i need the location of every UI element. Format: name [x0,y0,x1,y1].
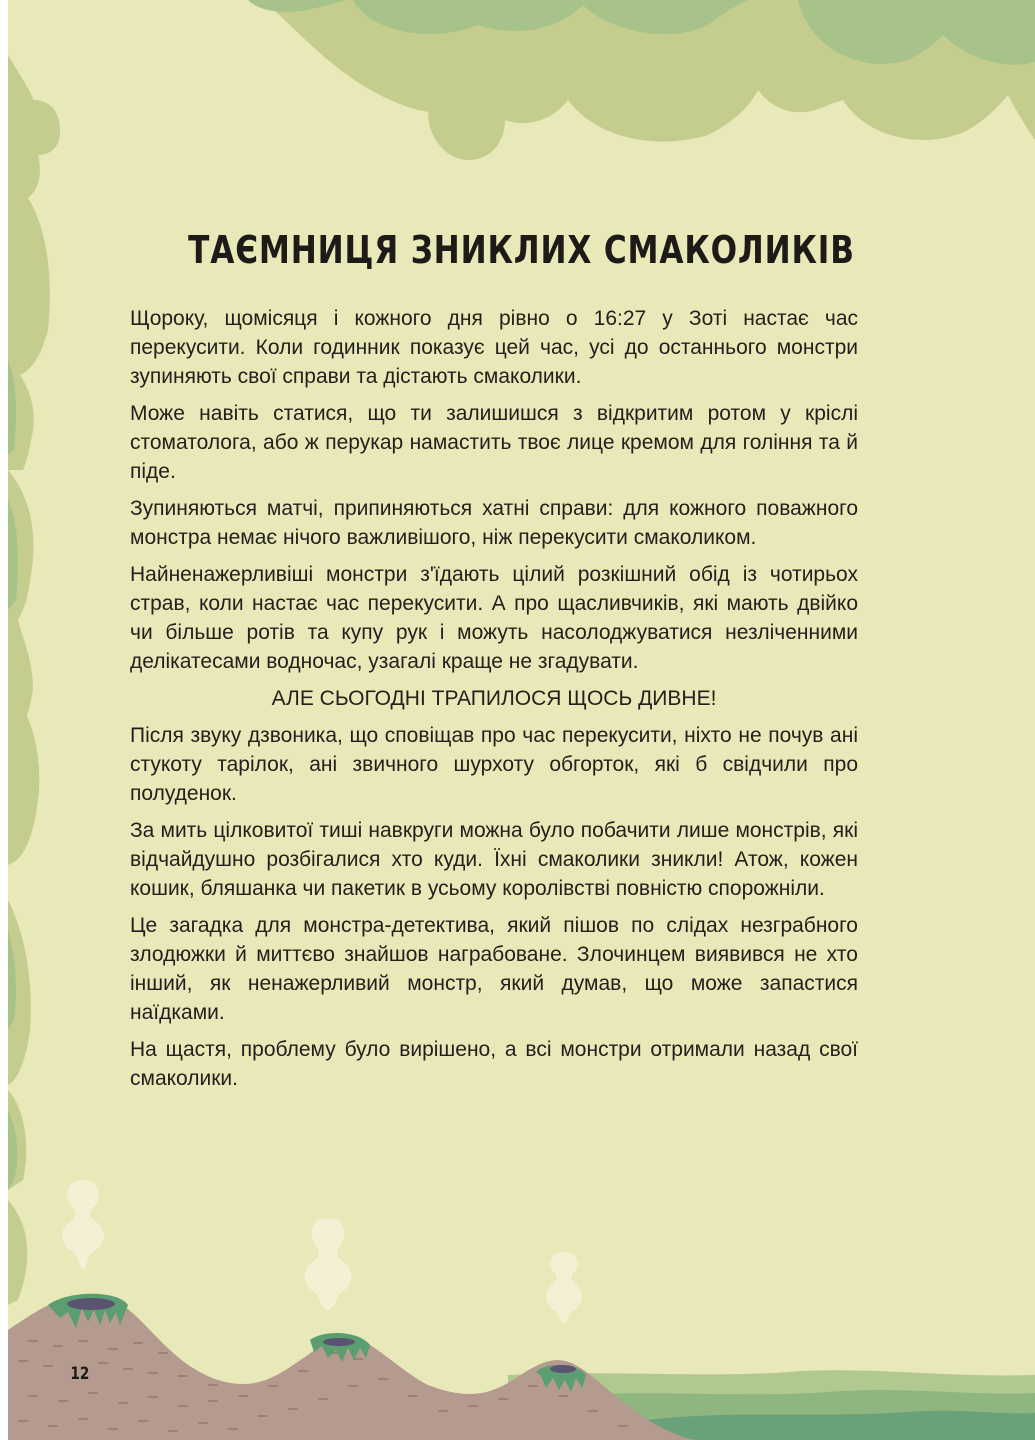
paragraph: Це загадка для монстра-детектива, який пішов по слідах незграбного злодюжки й миттєво знайшов награбоване. Злочинцем виявився не хто інший, як ненажерливий монстр, який думав, що може запастися наїдками. [130,914,858,1024]
paragraph: Щороку, щомісяця і кожного дня рівно о 16:27 у Зоті настає час перекусити. Коли годинник показує цей час, усі до останнього монстри зупиняють свої справи та дістають смаколики. [130,307,858,388]
page-number: 12 [70,1364,90,1384]
paragraph: На щастя, проблему було вирішено, а всі монстри отримали назад свої смаколики. [130,1038,858,1090]
paragraph: Найненажерливіші монстри з'їдають цілий розкішний обід із чотирьох страв, коли настає час перекусити. А про щасливчиків, які мають двійко чи більше ротів та купу рук і можуть насолоджуватися незліченними делікатесами водночас, узагалі краще не згадувати. [130,563,858,673]
highlight-heading: АЛЕ СЬОГОДНІ ТРАПИЛОСЯ ЩОСЬ ДИВНЕ! [271,687,717,710]
paragraph: Може навіть статися, що ти залишишся з відкритим ротом у кріслі стоматолога, або ж перукар намастить твоє лице кремом для гоління та й піде. [130,402,858,483]
story-text [130,304,858,1101]
paragraph: Зупиняються матчі, припиняються хатні справи: для кожного поважного монстра немає нічого важливішого, ніж перекусити смаколиком. [130,497,858,549]
book-page [8,0,1035,1440]
page-title: ТАЄМНИЦЯ ЗНИКЛИХ СМАКОЛИКІВ [188,228,855,273]
paragraph: За мить цілковитої тиші навкруги можна було побачити лише монстрів, які відчайдушно розбігалися хто куди. Їхні смаколики зникли! Атож, кожен кошик, бляшанка чи пакетик в усьому королівстві повністю спорожніли. [130,819,858,900]
left-cloud-border [8,55,60,1305]
top-cloud-border [248,0,1035,160]
smoke-puffs [62,1180,582,1323]
paragraph: Після звуку дзвоника, що сповіщав про час перекусити, ніхто не почув ані стукоту тарілок, ані звичного шурхоту обгорток, які б свідчили про полуденок. [130,724,858,805]
